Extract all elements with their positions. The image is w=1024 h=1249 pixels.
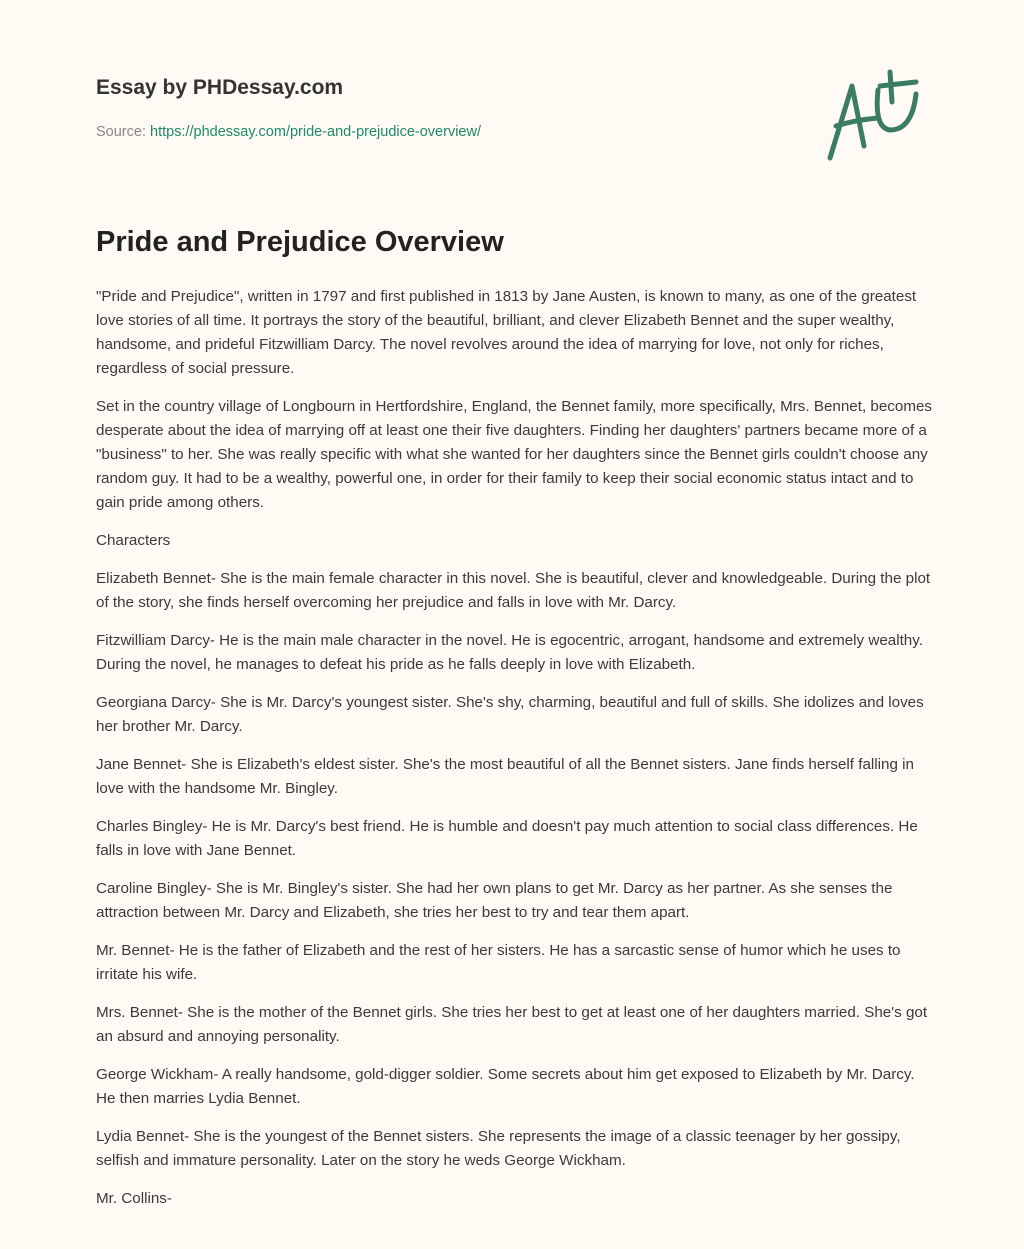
- site-title: Essay by PHDessay.com: [96, 76, 344, 99]
- paragraph: Fitzwilliam Darcy- He is the main male character in the novel. He is egocentric, arrogant, handsome and extremely wealthy. During the novel, he manages to defeat his pride as he falls deeply in love with Elizabeth.: [96, 632, 923, 673]
- paragraph: Jane Bennet- She is Elizabeth's eldest sister. She's the most beautiful of all the Bennet sisters. Jane finds herself falling in love with the handsome Mr. Bingley.: [96, 756, 914, 797]
- paragraph: Mrs. Bennet- She is the mother of the Bennet girls. She tries her best to get at least one of her daughters married. She's got an absurd and annoying personality.: [96, 1004, 928, 1045]
- section-heading-characters: Characters: [96, 532, 171, 549]
- paragraph: Elizabeth Bennet- She is the main female character in this novel. She is beautiful, clever and knowledgeable. During the plot of the story, she finds herself overcoming her prejudice and falls in love with Mr. Darcy.: [96, 570, 931, 611]
- a-plus-logo-icon: [820, 68, 930, 168]
- paragraph: George Wickham- A really handsome, gold-digger soldier. Some secrets about him get exposed to Elizabeth by Mr. Darcy. He then marries Lydia Bennet.: [96, 1066, 915, 1107]
- source-line: [96, 124, 481, 140]
- paragraph: Set in the country village of Longbourn in Hertfordshire, England, the Bennet family, more specifically, Mrs. Bennet, becomes desperate about the idea of marrying off at least one their five daughters. Finding her daughters' partners became more of a "business" to her. She was really specific with what she wanted for her daughters since the Bennet girls couldn't choose any random guy. It had to be a wealthy, powerful one, in order for their family to keep their social economic status intact and to gain pride among others.: [96, 398, 933, 511]
- paragraph: Caroline Bingley- She is Mr. Bingley's sister. She had her own plans to get Mr. Darcy as her partner. As she senses the attraction between Mr. Darcy and Elizabeth, she tries her best to try and tear them apart.: [96, 880, 893, 921]
- source-link[interactable]: https://phdessay.com/pride-and-prejudice-overview/: [150, 124, 481, 140]
- paragraph: Mr. Collins-: [96, 1190, 172, 1207]
- document-body: [96, 285, 936, 1225]
- paragraph: Mr. Bennet- He is the father of Elizabeth and the rest of her sisters. He has a sarcastic sense of humor which he uses to irritate his wife.: [96, 942, 901, 983]
- paragraph: Charles Bingley- He is Mr. Darcy's best friend. He is humble and doesn't pay much attention to social class differences. He falls in love with Jane Bennet.: [96, 818, 918, 859]
- paragraph: "Pride and Prejudice", written in 1797 and first published in 1813 by Jane Austen, is known to many, as one of the greatest love stories of all time. It portrays the story of the beautiful, brilliant, and clever Elizabeth Bennet and the super wealthy, handsome, and prideful Fitzwilliam Darcy. The novel revolves around the idea of marrying for love, not only for riches, regardless of social pressure.: [96, 288, 917, 377]
- document-title: Pride and Prejudice Overview: [96, 226, 504, 258]
- paragraph: Georgiana Darcy- She is Mr. Darcy's youngest sister. She's shy, charming, beautiful and full of skills. She idolizes and loves her brother Mr. Darcy.: [96, 694, 924, 735]
- source-label: Source:: [96, 124, 146, 140]
- paragraph: Lydia Bennet- She is the youngest of the Bennet sisters. She represents the image of a classic teenager by her gossipy, selfish and immature personality. Later on the story he weds George Wickham.: [96, 1128, 901, 1169]
